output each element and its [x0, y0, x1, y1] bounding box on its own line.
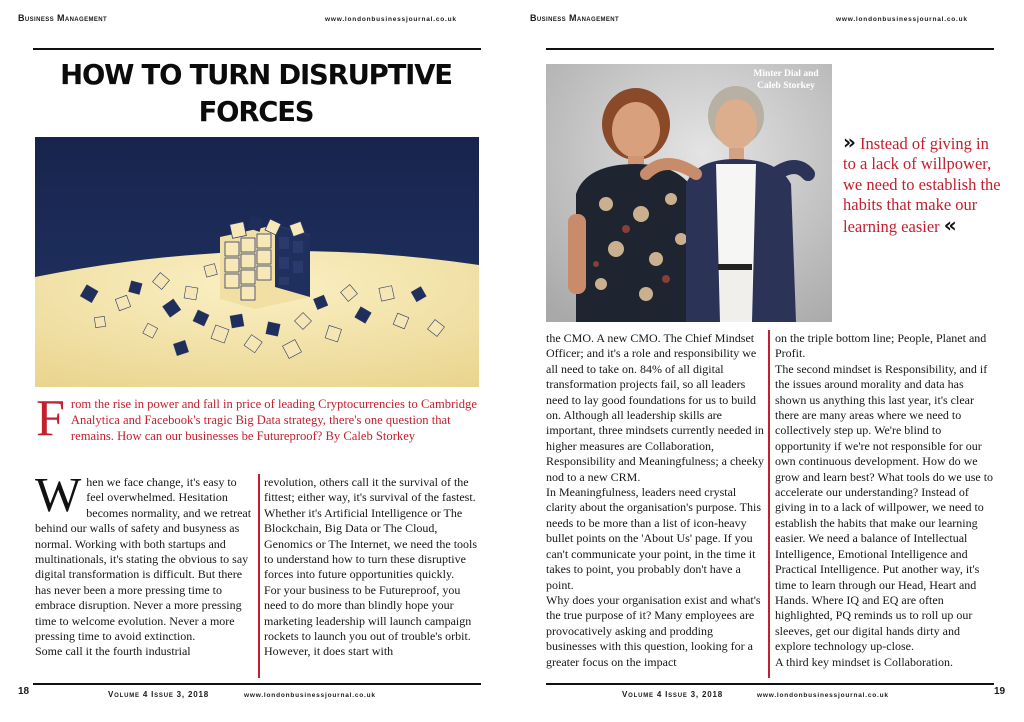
- bottom-rule-right: [546, 683, 994, 685]
- col1-paragraph-1: hen we face change, it's easy to feel overwhelmed. Hesitation becomes normality, and we retreat behind our walls of safety and busyness as normal. Working with both startups and multinationals, it's stating the obvious to say digital transformation is difficult. But there has never been a more pressing time to embrace disruption. Never a more pressing time to welcome evolution. Never a more pressing time to avoid extinction.: [35, 475, 252, 644]
- pull-quote-text: Instead of giving in to a lack of willpower, we need to establish the habits that make our learning easier: [843, 134, 1001, 237]
- standfirst-text: rom the rise in power and fall in price of leading Cryptocurrencies to Cambridge Analytica and Facebook's tragic Big Data strategy, there's one question that remains. How can our businesses be Futureproof? By Caleb Storkey: [70, 397, 477, 443]
- caption-line-1: Minter Dial and: [753, 69, 819, 79]
- body-column-3: [546, 331, 764, 670]
- col1-paragraph-2: Some call it the fourth industrial: [35, 644, 191, 659]
- footer-url-right[interactable]: www.londonbusinessjournal.co.uk: [757, 692, 889, 699]
- col3-paragraph-3: Why does your organisation exist and what's the true purpose of it? Many employees are provocatively asking and prodding businesses with this question, looking for a greater focus on the impact: [546, 592, 761, 669]
- footer-url-left[interactable]: www.londonbusinessjournal.co.uk: [244, 692, 376, 699]
- top-rule-left: [33, 48, 481, 50]
- quote-close-icon: «: [943, 213, 957, 238]
- col4-paragraph-1: on the triple bottom line; People, Planet and Profit.: [775, 331, 987, 361]
- portrait-photo: [546, 64, 832, 322]
- headline-line-1: HOW TO TURN DISRUPTIVE FORCES: [60, 58, 452, 128]
- footer-issue-right: Volume 4 Issue 3, 2018: [622, 690, 723, 699]
- hero-illustration: [35, 137, 479, 387]
- page-number-left: 18: [18, 686, 30, 697]
- body-column-2: [264, 475, 482, 660]
- pull-quote: [843, 132, 1003, 237]
- site-url-right[interactable]: www.londonbusinessjournal.co.uk: [836, 16, 968, 23]
- col2-paragraph-1: revolution, others call it the survival of the fittest; either way, it's survival of the fastest. Whether it's Artificial Intelligence or The Blockchain, Big Data or The Cloud, Genomics or The Internet, we need the tools to understand how to turn these disruptive forces into future opportunities quickly.: [264, 475, 478, 582]
- quote-open-icon: »: [843, 130, 856, 154]
- body-column-4: [775, 331, 995, 670]
- bottom-rule-left: [33, 683, 481, 685]
- body-column-1: [35, 467, 254, 660]
- standfirst: [36, 390, 482, 447]
- col3-paragraph-2: In Meaningfulness, leaders need crystal clarity about the organisation's purpose. This needs to be more than a list of icon-heavy bullet points on the 'About Us' page. If you can't communicate your point, in the time it takes to point, you probably don't have a point.: [546, 485, 762, 592]
- column-divider-left: [258, 474, 260, 678]
- section-label-left: Business Management: [18, 13, 108, 23]
- section-label-right: Business Management: [530, 13, 620, 23]
- col3-paragraph-1: the CMO. A new CMO. The Chief Mindset Officer; and it's a role and responsibility we all need to take on. 84% of all digital transformation projects fail, so all leaders need to lay good foundations for us to build on. Although all leadership skills are important, three mindsets currently needed in higher measures are Collaboration, Responsibility and Meaningfulness; a cheeky nod to a new CRM.: [546, 331, 764, 484]
- footer-issue-left: Volume 4 Issue 3, 2018: [108, 690, 209, 699]
- page-number-right: 19: [994, 686, 1006, 697]
- standfirst-dropcap: F: [36, 390, 65, 447]
- caption-line-2: Caleb Storkey: [757, 81, 815, 91]
- col2-paragraph-2: For your business to be Futureproof, you need to do more than blindly hope your marketing leadership will launch campaign rockets to launch you out of trouble's orbit. However, it does start with: [264, 582, 472, 659]
- photo-caption: [746, 68, 826, 92]
- body-dropcap: W: [35, 467, 82, 522]
- col4-paragraph-2: The second mindset is Responsibility, and if the issues around morality and data has shown us anything this last year, it's clear there are many areas where we need to collectively step up. We're blind to opportunity if we're not responsible for our own continuous development. How do we grow and learn best? What tools do we use to accelerate our understanding? Instead of giving in to a lack of willpower, we need to establish the habits that make our learning easier. We need a balance of Intellectual Intelligence, Emotional Intelligence and Practical Intelligence. Put another way, it's time to learn through our Head, Heart and Hands. Where IQ and EQ are often highlighted, PQ reminds us to roll up our sleeves, get our digital hands dirty and explore technology up-close.: [775, 361, 994, 654]
- site-url-left[interactable]: www.londonbusinessjournal.co.uk: [325, 16, 457, 23]
- portrait-illustration: [546, 64, 832, 322]
- column-divider-right: [768, 330, 770, 678]
- top-rule-right: [546, 48, 994, 50]
- disruption-cubes-illustration: [35, 137, 479, 387]
- col4-paragraph-3: A third key mindset is Collaboration.: [775, 654, 953, 669]
